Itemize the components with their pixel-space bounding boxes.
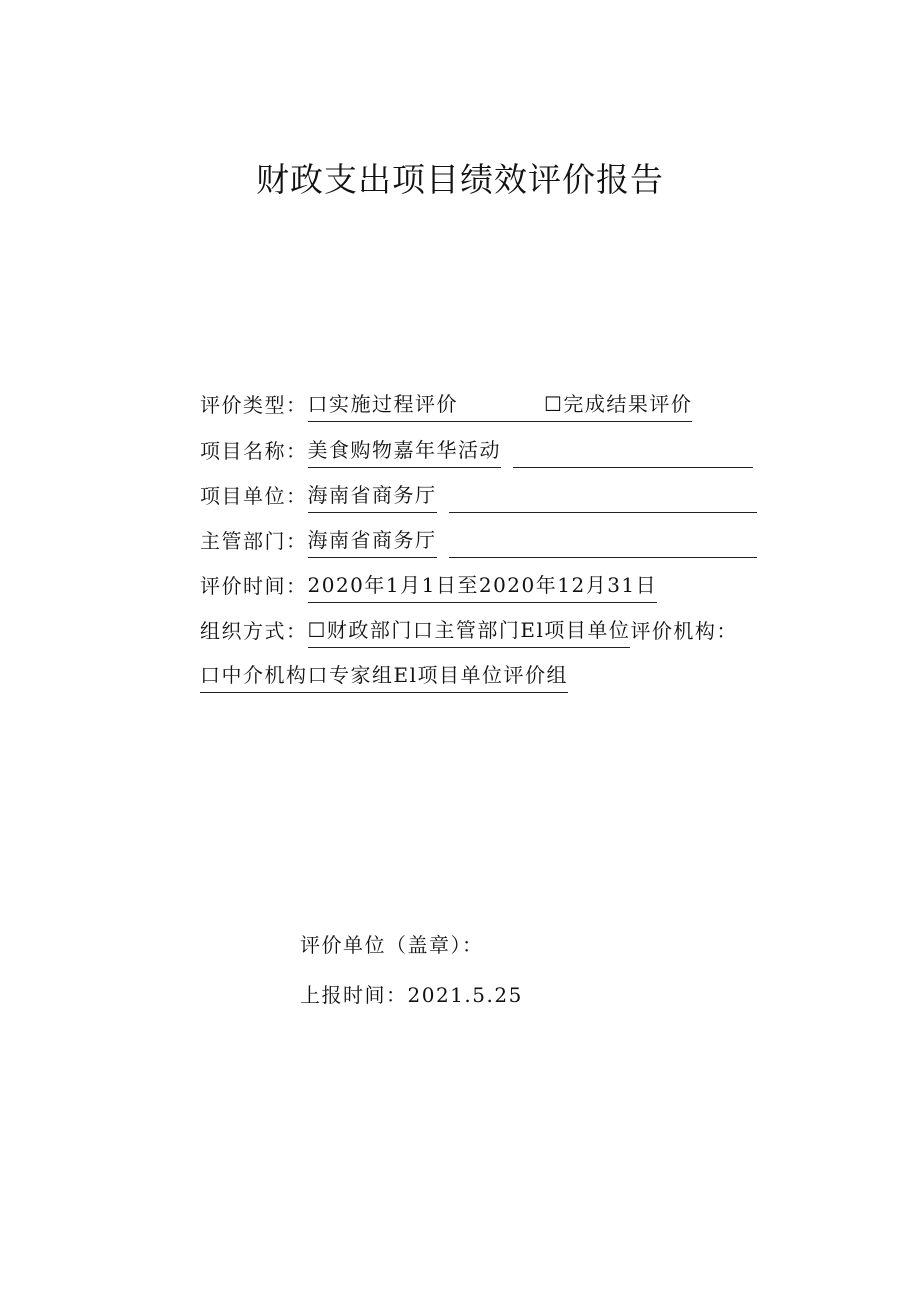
org-method-line2-value: 口中介机构口专家组El项目单位评价组: [200, 658, 568, 693]
supervisor-label: 主管部门：: [200, 529, 308, 553]
org-method-value: ☐财政部门口主管部门El项目单位: [308, 613, 631, 648]
project-name-underline: [513, 441, 753, 468]
eval-type-row: [200, 388, 692, 422]
report-title: 财政支出项目绩效评价报告: [256, 160, 664, 199]
eval-time-value: 2020年1月1日至2020年12月31日: [308, 568, 658, 603]
project-name-value: 美食购物嘉年华活动: [308, 433, 502, 468]
eval-time-label: 评价时间：: [200, 574, 308, 598]
report-time-label: 上报时间：: [300, 983, 408, 1007]
org-method-row: [200, 614, 738, 648]
eval-type-spacer: [458, 395, 544, 422]
project-unit-label: 项目单位：: [200, 484, 308, 508]
project-unit-underline: [449, 486, 757, 513]
eval-time-row: [200, 569, 657, 603]
supervisor-underline: [449, 531, 757, 558]
eval-type-option-process[interactable]: 口实施过程评价: [308, 387, 459, 422]
org-method-row-2: [200, 659, 568, 693]
eval-type-option-result[interactable]: ☐完成结果评价: [544, 387, 692, 422]
org-method-label: 组织方式：: [200, 619, 308, 643]
eval-unit-label: 评价单位（盖章）：: [300, 933, 484, 957]
project-name-label: 项目名称：: [200, 439, 308, 463]
report-time-value: 2021.5.25: [407, 983, 523, 1007]
project-unit-row: [200, 479, 757, 513]
report-time-row: [300, 978, 523, 1012]
project-unit-value: 海南省商务厅: [308, 478, 437, 513]
project-name-row: [200, 434, 753, 468]
org-method-suffix: 评价机构：: [630, 619, 738, 643]
eval-unit-row: [300, 928, 484, 962]
eval-type-label: 评价类型：: [200, 393, 308, 417]
supervisor-value: 海南省商务厅: [308, 523, 437, 558]
supervisor-row: [200, 524, 757, 558]
